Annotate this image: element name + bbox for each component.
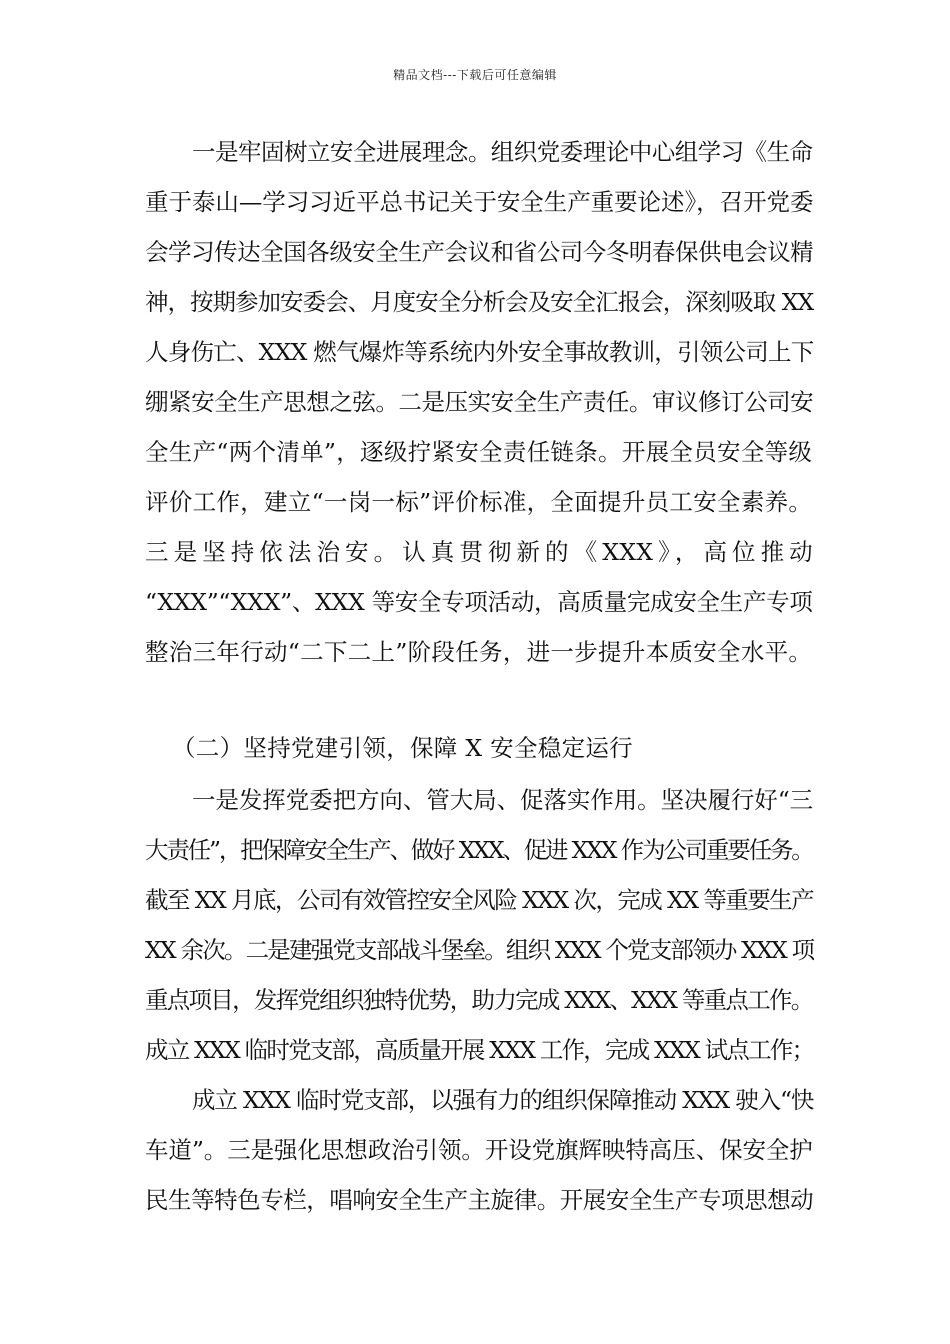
paragraph-line: XX 余次。二是建强党支部战斗堡垒。组织 XXX 个党支部领办 XXX 项 [145,936,814,964]
paragraph-line: 一是牢固树立安全进展理念。组织党委理论中心组学习《生命 [192,138,813,166]
paragraph-line: 民生等特色专栏，唱响安全生产主旋律。开展安全生产专项思想动 [145,1186,814,1214]
paragraph-line: 会学习传达全国各级安全生产会议和省公司今冬明春保供电会议精 [145,238,814,266]
paragraph-line: 整治三年行动“二下二上”阶段任务，进一步提升本质安全水平。 [145,638,813,666]
paragraph-line: 车道”。三是强化思想政治引领。开设党旗辉映特高压、保安全护 [145,1136,813,1164]
paragraph-line: 成立 XXX 临时党支部，以强有力的组织保障推动 XXX 驶入“快 [192,1086,814,1114]
paragraph-line: “XXX”“XXX”、XXX 等安全专项活动，高质量完成安全生产专项 [145,588,813,616]
paragraph-line: 绷紧安全生产思想之弦。二是压实安全生产责任。审议修订公司安 [145,388,814,416]
paragraph-line: 人身伤亡、XXX 燃气爆炸等系统内外安全事故教训，引领公司上下 [145,338,814,366]
paragraph-line: 全生产“两个清单”，逐级拧紧安全责任链条。开展全员安全等级 [145,438,813,466]
paragraph-line: 评价工作，建立“一岗一标”评价标准，全面提升员工安全素养。 [145,488,813,516]
paragraph-line: 神，按期参加安委会、月度安全分析会及安全汇报会，深刻吸取 XX [145,288,814,316]
page-header: 精品文档---下载后可任意编辑 [393,68,557,82]
paragraph-line: 一是发挥党委把方向、管大局、促落实作用。坚决履行好“三 [192,786,814,814]
paragraph-line: 三是坚持依法治安。认真贯彻新的《XXX》，高位推动 [145,538,813,566]
paragraph-line: 成立 XXX 临时党支部，高质量开展 XXX 工作，完成 XXX 试点工作； [145,1036,814,1064]
paragraph-line: 截至 XX 月底，公司有效管控安全风险 XXX 次，完成 XX 等重要生产 [145,886,814,914]
paragraph-line: 大责任”，把保障安全生产、做好 XXX、促进 XXX 作为公司重要任务。 [145,836,813,864]
paragraph-line: 重于泰山—学习习近平总书记关于安全生产重要论述》，召开党委 [145,188,814,216]
paragraph-line: 重点项目，发挥党组织独特优势，助力完成 XXX、XXX 等重点工作。 [145,986,813,1014]
section-heading: （二）坚持党建引领，保障 X 安全稳定运行 [172,734,633,762]
